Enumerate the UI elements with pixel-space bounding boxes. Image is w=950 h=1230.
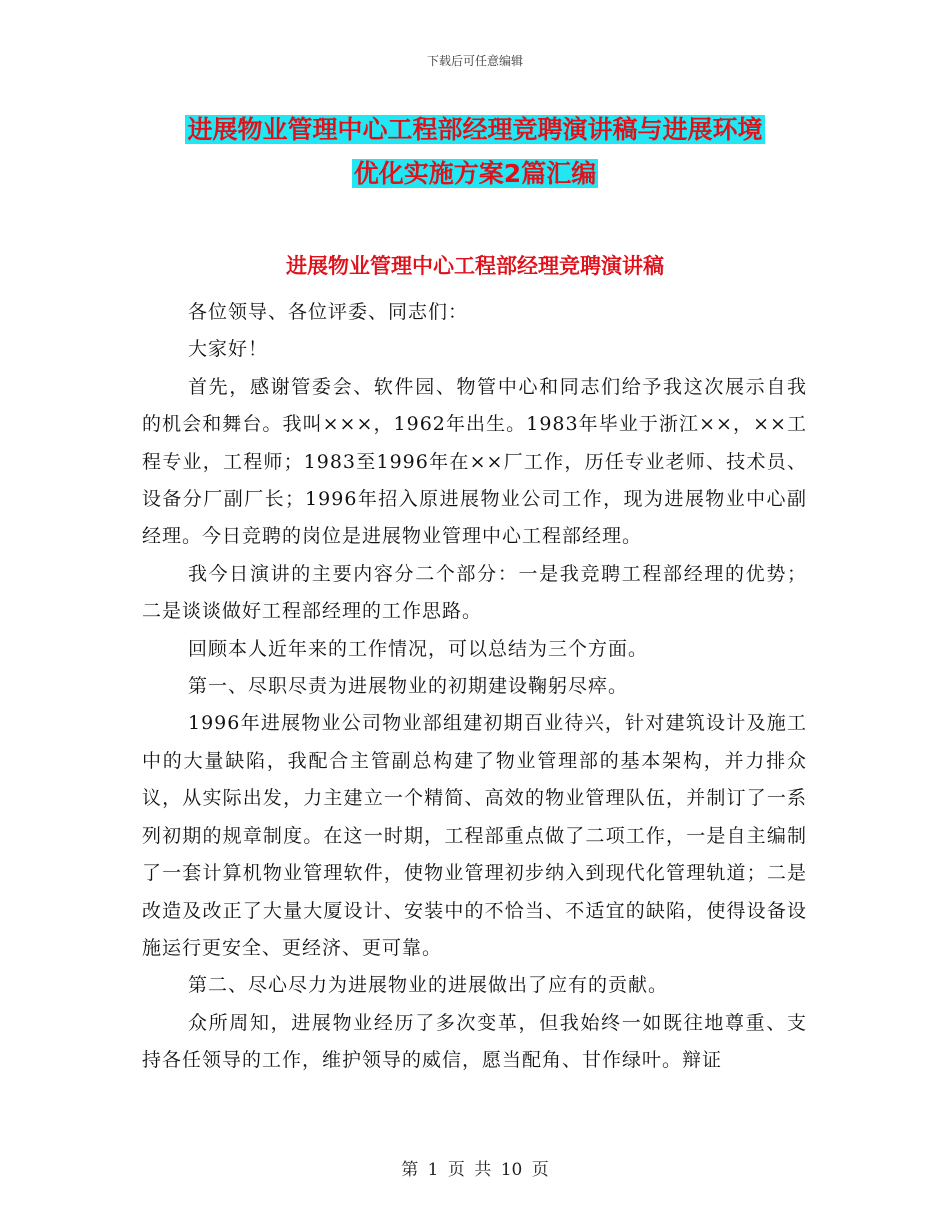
document-body	[142, 294, 807, 1080]
footer-prefix: 第	[401, 1160, 419, 1180]
footer-middle: 页 共	[447, 1160, 492, 1180]
section-title: 进展物业管理中心工程部经理竞聘演讲稿	[286, 254, 664, 278]
footer-suffix: 页	[531, 1160, 549, 1180]
document-title-line-2	[0, 156, 950, 192]
page-number: 1	[427, 1160, 439, 1180]
paragraph: 大家好！	[188, 338, 269, 361]
title-highlight: 进展物业管理中心工程部经理竞聘演讲稿与进展环境	[187, 115, 763, 144]
title-highlight: 优化实施方案2篇汇编	[353, 159, 597, 188]
paragraph: 回顾本人近年来的工作情况，可以总结为三个方面。	[188, 637, 649, 660]
total-pages: 10	[500, 1160, 523, 1180]
document-title-line-1	[0, 112, 950, 148]
paragraph: 我今日演讲的主要内容分二个部分：一是我竞聘工程部经理的优势；二是谈谈做好工程部经理的工作思路。	[142, 562, 807, 623]
page-footer	[0, 1155, 950, 1180]
paragraph: 首先，感谢管委会、软件园、物管中心和同志们给予我这次展示自我的机会和舞台。我叫×××，1962年出生。1983年毕业于浙江××，××工程专业，工程师；1983至1996年在××厂工作，历任专业老师、技术员、设备分厂副厂长；1996年招入原进展物业公司工作，现为进展物业中心副经理。今日竞聘的岗位是进展物业管理中心工程部经理。	[142, 375, 807, 548]
paragraph: 各位领导、各位评委、同志们：	[188, 301, 469, 323]
paragraph: 第一、尽职尽责为进展物业的初期建设鞠躬尽瘁。	[188, 675, 629, 698]
paragraph: 众所周知，进展物业经历了多次变革，但我始终一如既往地尊重、支持各任领导的工作，维护领导的威信，愿当配角、甘作绿叶。辩证	[142, 1011, 807, 1072]
paragraph: 1996年进展物业公司物业部组建初期百业待兴，针对建筑设计及施工中的大量缺陷，我配合主管副总构建了物业管理部的基本架构，并力排众议，从实际出发，力主建立一个精简、高效的物业管理队伍，并制订了一系列初期的规章制度。在这一时期，工程部重点做了二项工作，一是自主编制了一套计算机物业管理软件，使物业管理初步纳入到现代化管理轨道；二是改造及改正了大量大厦设计、安装中的不恰当、不适宜的缺陷，使得设备设施运行更安全、更经济、更可靠。	[142, 712, 807, 959]
paragraph: 第二、尽心尽力为进展物业的进展做出了应有的贡献。	[188, 974, 669, 997]
page-header-note: 下载后可任意编辑	[426, 54, 523, 68]
